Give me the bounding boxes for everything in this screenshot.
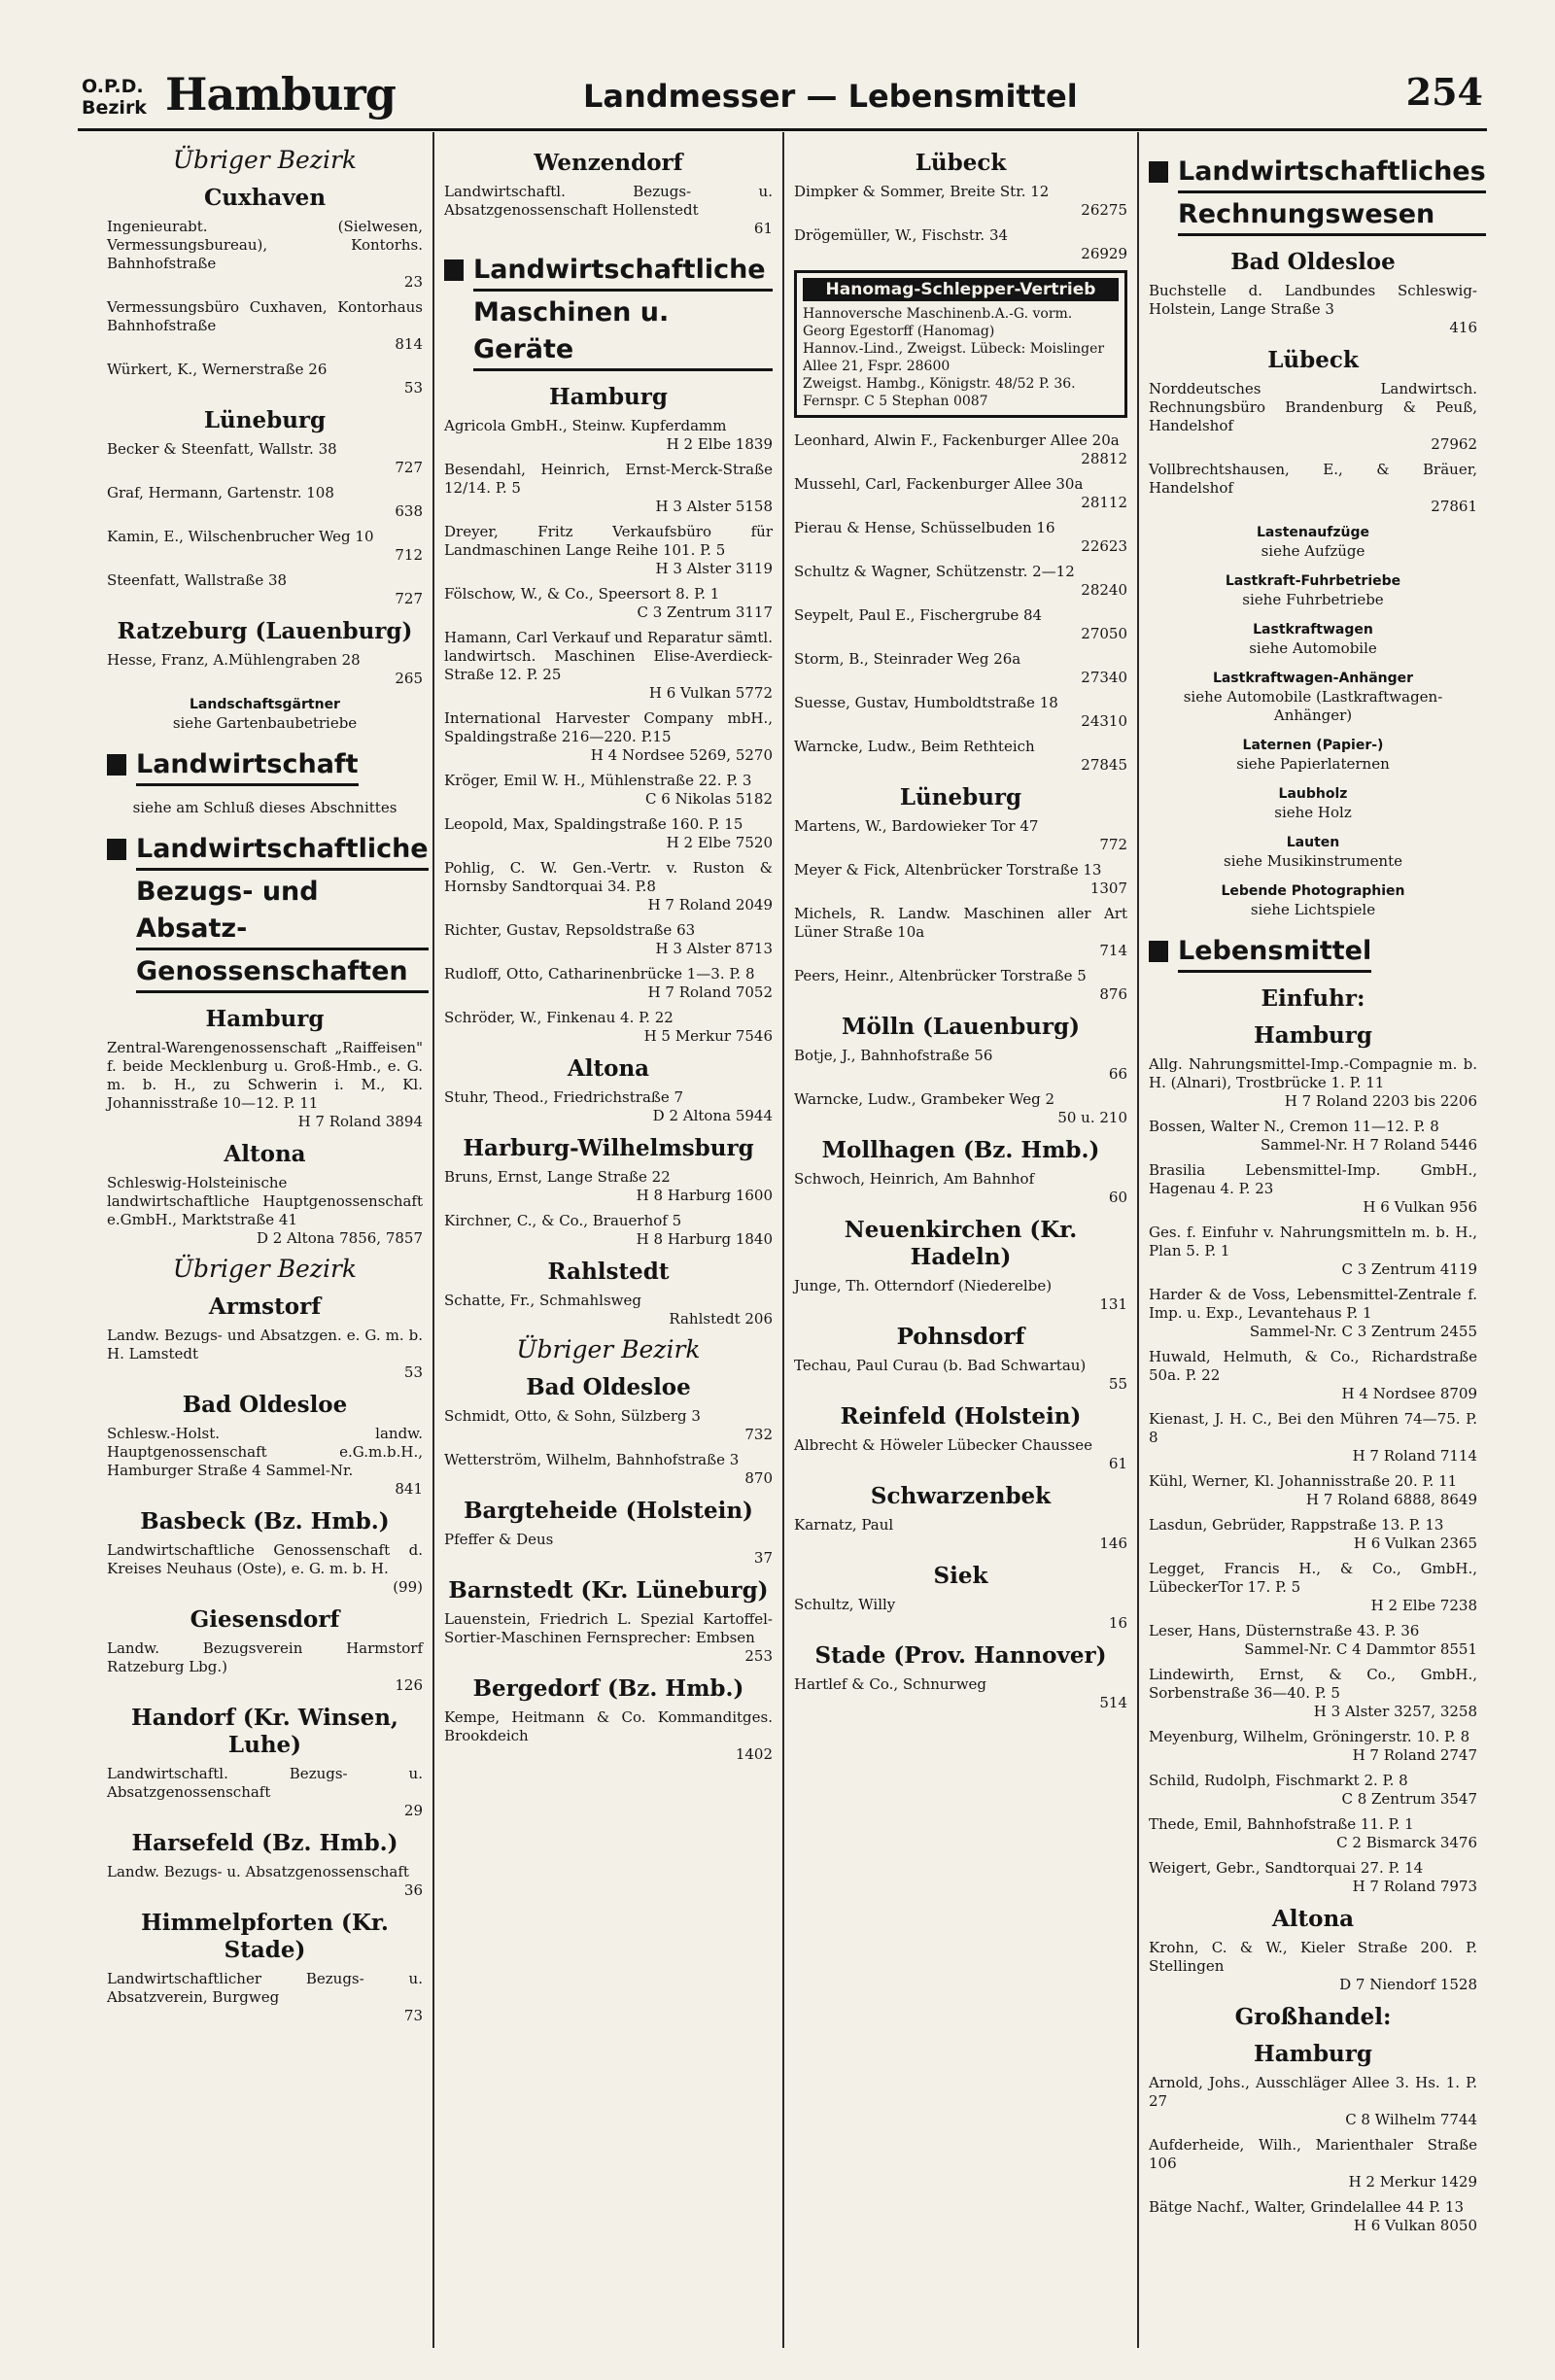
entry: Bossen, Walter N., Cremon 11—12. P. 8 Sammel-Nr. H 7 Roland 5446 — [1149, 1118, 1477, 1154]
section-heading: Landwirtschaft — [107, 746, 423, 789]
entry: Becker & Steenfatt, Wallstr. 38 727 — [107, 440, 423, 476]
entry: Pohlig, C. W. Gen.-Vertr. v. Ruston & Hornsby Sandtorquai 34. P.8 H 7 Roland 2049 — [444, 859, 773, 914]
place-heading: Lüneburg — [203, 407, 327, 433]
entry: Landw. Bezugs- und Absatzgen. e. G. m. b. H. Lamstedt 53 — [107, 1327, 423, 1381]
entry: Aufderheide, Wilh., Marienthaler Straße 106 H 2 Merkur 1429 — [1149, 2136, 1477, 2190]
place-heading: Hamburg — [549, 384, 668, 410]
cross-reference: Lebende Photographien siehe Lichtspiele — [1221, 883, 1405, 918]
column-4 — [1137, 132, 1487, 2348]
entry: Albrecht & Höweler Lübecker Chaussee 61 — [794, 1436, 1127, 1472]
place-heading: Altona — [1271, 1906, 1355, 1932]
entry: Kamin, E., Wilschenbrucher Weg 10 712 — [107, 528, 423, 564]
entry: Schleswig-Holsteinische landwirtschaftliche Hauptgenossenschaft e.GmbH., Marktstraße 41 D 2 Altona 7856, 7857 — [107, 1174, 423, 1247]
entry: Bruns, Ernst, Lange Straße 22 H 8 Harburg 1600 — [444, 1168, 773, 1204]
place-heading: Neuenkirchen (Kr. Hadeln) — [844, 1217, 1078, 1270]
entry: Legget, Francis H., & Co., GmbH., LübeckerTor 17. P. 5 H 2 Elbe 7238 — [1149, 1560, 1477, 1614]
advertisement-line: Zweigst. Hambg., Königstr. 48/52 P. 36. Fernspr. C 5 Stephan 0087 — [803, 376, 1076, 409]
entry: Zentral-Warengenossenschaft „Raiffeisen" f. beide Mecklenburg u. Groß-Hmb., e. G. m. b. H., zu Schwerin i. M., Kl. Johannisstraße 10—12. P. 11 H 7 Roland 3894 — [107, 1039, 423, 1130]
place-heading: Pohnsdorf — [896, 1324, 1025, 1350]
entry: Fölschow, W., & Co., Speersort 8. P. 1 C 3 Zentrum 3117 — [444, 585, 773, 621]
page-header — [78, 68, 1487, 131]
place-heading: Hamburg — [1254, 2041, 1372, 2067]
place-heading: Himmelpforten (Kr. Stade) — [141, 1910, 389, 1963]
place-heading: Giesensdorf — [190, 1606, 340, 1633]
place-heading: Lübeck — [1267, 347, 1359, 373]
entry: Pfeffer & Deus 37 — [444, 1531, 773, 1567]
entry: Martens, W., Bardowieker Tor 47 772 — [794, 817, 1127, 853]
entry: Michels, R. Landw. Maschinen aller Art Lüner Straße 10a 714 — [794, 905, 1127, 959]
cross-reference: siehe am Schluß dieses Abschnittes — [132, 799, 397, 816]
entry: Richter, Gustav, Repsoldstraße 63 H 3 Alster 8713 — [444, 921, 773, 957]
place-heading: Ratzeburg (Lauenburg) — [117, 618, 413, 644]
section-marker-icon — [444, 259, 464, 281]
place-heading: Schwarzenbek — [870, 1483, 1052, 1509]
entry: Buchstelle d. Landbundes Schleswig-Holstein, Lange Straße 3 416 — [1149, 282, 1477, 336]
subsection-heading: Einfuhr: — [1261, 985, 1365, 1012]
column-2 — [432, 132, 782, 2348]
entry: Würkert, K., Wernerstraße 26 53 — [107, 361, 423, 397]
place-heading: Handorf (Kr. Winsen, Luhe) — [131, 1705, 398, 1758]
entry: Leser, Hans, Düsternstraße 43. P. 36 Sammel-Nr. C 4 Dammtor 8551 — [1149, 1622, 1477, 1658]
entry: Meyenburg, Wilhelm, Gröningerstr. 10. P. 8 H 7 Roland 2747 — [1149, 1728, 1477, 1764]
place-heading: Siek — [933, 1563, 988, 1589]
column-3 — [782, 132, 1137, 2348]
entry: Landwirtschaftl. Bezugs- u. Absatzgenossenschaft Hollenstedt 61 — [444, 183, 773, 237]
cross-reference: Lastenaufzüge siehe Aufzüge — [1257, 525, 1369, 560]
place-heading: Wenzendorf — [534, 150, 683, 176]
entry: Karnatz, Paul 146 — [794, 1516, 1127, 1552]
entry: Schröder, W., Finkenau 4. P. 22 H 5 Merkur 7546 — [444, 1009, 773, 1045]
subheading: Übriger Bezirk — [172, 146, 358, 174]
place-heading: Stade (Prov. Hannover) — [814, 1642, 1107, 1669]
entry: Meyer & Fick, Altenbrücker Torstraße 13 1307 — [794, 861, 1127, 897]
entry: Norddeutsches Landwirtsch. Rechnungsbüro Brandenburg & Peuß, Handelshof 27962 — [1149, 380, 1477, 453]
column-1 — [97, 132, 432, 2348]
entry: Schild, Rudolph, Fischmarkt 2. P. 8 C 8 Zentrum 3547 — [1149, 1772, 1477, 1808]
entry: Warncke, Ludw., Beim Rethteich 27845 — [794, 738, 1127, 774]
entry: Leonhard, Alwin F., Fackenburger Allee 20a 28812 — [794, 431, 1127, 467]
entry: Kempe, Heitmann & Co. Kommanditges. Brookdeich 1402 — [444, 1708, 773, 1763]
place-heading: Barnstedt (Kr. Lüneburg) — [448, 1577, 769, 1604]
section-heading: Landwirtschaftliche Bezugs- und Absatz- Genossenschaften — [107, 831, 423, 996]
entry: Ges. f. Einfuhr v. Nahrungsmitteln m. b. H., Plan 5. P. 1 C 3 Zentrum 4119 — [1149, 1224, 1477, 1278]
section-marker-icon — [107, 754, 126, 776]
entry: Schlesw.-Holst. landw. Hauptgenossenschaft e.G.m.b.H., Hamburger Straße 4 Sammel-Nr. 841 — [107, 1425, 423, 1498]
entry: Drögemüller, W., Fischstr. 34 26929 — [794, 226, 1127, 262]
section-marker-icon — [1149, 941, 1168, 962]
entry: Hartlef & Co., Schnurweg 514 — [794, 1675, 1127, 1711]
subheading: Übriger Bezirk — [172, 1255, 358, 1283]
advertisement-box — [794, 270, 1127, 418]
entry: Peers, Heinr., Altenbrücker Torstraße 5 876 — [794, 967, 1127, 1003]
entry: Botje, J., Bahnhofstraße 56 66 — [794, 1047, 1127, 1083]
place-heading: Bad Oldesloe — [1230, 249, 1396, 275]
cross-reference: Lastkraftwagen siehe Automobile — [1249, 622, 1377, 657]
entry: Suesse, Gustav, Humboldtstraße 18 24310 — [794, 694, 1127, 730]
entry: Lasdun, Gebrüder, Rappstraße 13. P. 13 H 6 Vulkan 2365 — [1149, 1516, 1477, 1552]
cross-reference: Lastkraftwagen-Anhänger siehe Automobile (Lastkraftwagen-Anhänger) — [1183, 671, 1443, 724]
entry: Landwirtschaftl. Bezugs- u. Absatzgenossenschaft 29 — [107, 1765, 423, 1819]
entry: Graf, Hermann, Gartenstr. 108 638 — [107, 484, 423, 520]
entry: Landw. Bezugsverein Harmstorf Ratzeburg Lbg.) 126 — [107, 1639, 423, 1694]
entry: Landw. Bezugs- u. Absatzgenossenschaft 36 — [107, 1863, 423, 1899]
place-heading: Altona — [224, 1141, 306, 1167]
entry: Warncke, Ludw., Grambeker Weg 2 50 u. 210 — [794, 1090, 1127, 1126]
advertisement-title: Hanomag-Schlepper-Vertrieb — [803, 278, 1119, 301]
entry: Vollbrechtshausen, E., & Bräuer, Handelshof 27861 — [1149, 461, 1477, 515]
entry: Storm, B., Steinrader Weg 26a 27340 — [794, 650, 1127, 686]
entry: Kirchner, C., & Co., Brauerhof 5 H 8 Harburg 1840 — [444, 1212, 773, 1248]
entry: Weigert, Gebr., Sandtorquai 27. P. 14 H 7 Roland 7973 — [1149, 1859, 1477, 1895]
place-heading: Lüneburg — [899, 784, 1022, 811]
entry: Schmidt, Otto, & Sohn, Sülzberg 3 732 — [444, 1407, 773, 1443]
entry: Lauenstein, Friedrich L. Spezial Kartoffel-Sortier-Maschinen Fernsprecher: Embsen 253 — [444, 1610, 773, 1665]
place-heading: Bad Oldesloe — [526, 1374, 691, 1400]
cross-reference: Lauten siehe Musikinstrumente — [1224, 835, 1402, 870]
entry: Mussehl, Carl, Fackenburger Allee 30a 28112 — [794, 475, 1127, 511]
subsection-heading: Großhandel: — [1234, 2004, 1392, 2030]
place-heading: Harburg-Wilhelmsburg — [463, 1135, 754, 1161]
section-marker-icon — [1149, 161, 1168, 183]
entry: Kröger, Emil W. H., Mühlenstraße 22. P. 3 C 6 Nikolas 5182 — [444, 772, 773, 808]
cross-reference: Laubholz siehe Holz — [1274, 786, 1352, 821]
entry: Lindewirth, Ernst, & Co., GmbH., Sorbenstraße 36—40. P. 5 H 3 Alster 3257, 3258 — [1149, 1666, 1477, 1720]
entry: Thede, Emil, Bahnhofstraße 11. P. 1 C 2 Bismarck 3476 — [1149, 1815, 1477, 1851]
district-label: O.P.D. Bezirk — [82, 76, 147, 119]
entry: Bätge Nachf., Walter, Grindelallee 44 P. 13 H 6 Vulkan 8050 — [1149, 2198, 1477, 2234]
entry: Steenfatt, Wallstraße 38 727 — [107, 571, 423, 607]
entry: International Harvester Company mbH., Spaldingstraße 216—220. P.15 H 4 Nordsee 5269, 5270 — [444, 709, 773, 764]
cross-reference: Landschaftsgärtner siehe Gartenbaubetriebe — [172, 697, 358, 732]
place-heading: Mollhagen (Bz. Hmb.) — [821, 1137, 1100, 1163]
section-heading: Landwirtschaftliche Maschinen u. Geräte — [444, 252, 773, 374]
entry: Wetterström, Wilhelm, Bahnhofstraße 3 870 — [444, 1451, 773, 1487]
place-heading: Lübeck — [915, 150, 1007, 176]
section-heading: Landwirtschaftliches Rechnungswesen — [1149, 154, 1477, 239]
entry: Harder & de Voss, Lebensmittel-Zentrale f. Imp. u. Exp., Levantehaus P. 1 Sammel-Nr. C 3 Zentrum 2455 — [1149, 1286, 1477, 1340]
place-heading: Harsefeld (Bz. Hmb.) — [131, 1830, 398, 1856]
entry: Krohn, C. & W., Kieler Straße 200. P. Stellingen D 7 Niendorf 1528 — [1149, 1939, 1477, 1993]
place-heading: Cuxhaven — [203, 185, 327, 211]
city-title: Hamburg — [165, 68, 396, 121]
cross-reference: Lastkraft-Fuhrbetriebe siehe Fuhrbetriebe — [1225, 573, 1401, 608]
entry: Besendahl, Heinrich, Ernst-Merck-Straße 12/14. P. 5 H 3 Alster 5158 — [444, 461, 773, 515]
entry: Arnold, Johs., Ausschläger Allee 3. Hs. 1. P. 27 C 8 Wilhelm 7744 — [1149, 2074, 1477, 2128]
place-heading: Armstorf — [208, 1293, 322, 1320]
section-marker-icon — [107, 839, 126, 860]
entry: Kienast, J. H. C., Bei den Mühren 74—75. P. 8 H 7 Roland 7114 — [1149, 1410, 1477, 1465]
entry: Stuhr, Theod., Friedrichstraße 7 D 2 Altona 5944 — [444, 1088, 773, 1124]
section-heading: Lebensmittel — [1149, 933, 1477, 976]
page-number: 254 — [1405, 70, 1483, 114]
place-heading: Hamburg — [205, 1006, 325, 1032]
entry: Junge, Th. Otterndorf (Niederelbe) 131 — [794, 1277, 1127, 1313]
entry: Schwoch, Heinrich, Am Bahnhof 60 — [794, 1170, 1127, 1206]
entry: Agricola GmbH., Steinw. Kupferdamm H 2 Elbe 1839 — [444, 417, 773, 453]
entry: Ingenieurabt. (Sielwesen, Vermessungsbureau), Kontorhs. Bahnhofstraße 23 — [107, 218, 423, 291]
section-range-title: Landmesser — Lebensmittel — [583, 78, 1078, 115]
entry: Huwald, Helmuth, & Co., Richardstraße 50a. P. 22 H 4 Nordsee 8709 — [1149, 1348, 1477, 1402]
entry: Pierau & Hense, Schüsselbuden 16 22623 — [794, 519, 1127, 555]
subheading: Übriger Bezirk — [516, 1335, 701, 1363]
entry: Allg. Nahrungsmittel-Imp.-Compagnie m. b. H. (Alnari), Trostbrücke 1. P. 11 H 7 Roland 2203 bis 2206 — [1149, 1055, 1477, 1110]
entry: Vermessungsbüro Cuxhaven, Kontorhaus Bahnhofstraße 814 — [107, 298, 423, 353]
entry: Kühl, Werner, Kl. Johannisstraße 20. P. 11 H 7 Roland 6888, 8649 — [1149, 1472, 1477, 1508]
place-heading: Bargteheide (Holstein) — [464, 1498, 753, 1524]
place-heading: Reinfeld (Holstein) — [840, 1403, 1082, 1430]
entry: Schultz, Willy 16 — [794, 1596, 1127, 1632]
place-heading: Rahlstedt — [547, 1259, 670, 1285]
entry: Techau, Paul Curau (b. Bad Schwartau) 55 — [794, 1357, 1127, 1393]
columns — [97, 132, 1487, 2348]
place-heading: Basbeck (Bz. Hmb.) — [140, 1508, 390, 1535]
entry: Landwirtschaftliche Genossenschaft d. Kreises Neuhaus (Oste), e. G. m. b. H. (99) — [107, 1541, 423, 1596]
entry: Schultz & Wagner, Schützenstr. 2—12 28240 — [794, 563, 1127, 599]
cross-reference: Laternen (Papier-) siehe Papierlaternen — [1236, 738, 1390, 773]
entry: Dreyer, Fritz Verkaufsbüro für Landmaschinen Lange Reihe 101. P. 5 H 3 Alster 3119 — [444, 523, 773, 577]
entry: Hesse, Franz, A.Mühlengraben 28 265 — [107, 651, 423, 687]
place-heading: Altona — [567, 1055, 650, 1082]
entry: Brasilia Lebensmittel-Imp. GmbH., Hagenau 4. P. 23 H 6 Vulkan 956 — [1149, 1161, 1477, 1216]
advertisement-line: Hannoversche Maschinenb.A.-G. vorm. Georg Egestorff (Hanomag) — [803, 306, 1073, 339]
place-heading: Mölln (Lauenburg) — [842, 1014, 1080, 1040]
entry: Landwirtschaftlicher Bezugs- u. Absatzverein, Burgweg 73 — [107, 1970, 423, 2024]
entry: Hamann, Carl Verkauf und Reparatur sämtl. landwirtsch. Maschinen Elise-Averdieck-Straße 12. P. 25 H 6 Vulkan 5772 — [444, 629, 773, 702]
place-heading: Bad Oldesloe — [182, 1392, 348, 1418]
place-heading: Hamburg — [1254, 1022, 1372, 1049]
entry: Rudloff, Otto, Catharinenbrücke 1—3. P. 8 H 7 Roland 7052 — [444, 965, 773, 1001]
entry: Seypelt, Paul E., Fischergrube 84 27050 — [794, 606, 1127, 642]
entry: Leopold, Max, Spaldingstraße 160. P. 15 H 2 Elbe 7520 — [444, 815, 773, 851]
advertisement-line: Hannov.-Lind., Zweigst. Lübeck: Moislinger Allee 21, Fspr. 28600 — [803, 341, 1105, 374]
place-heading: Bergedorf (Bz. Hmb.) — [472, 1675, 744, 1702]
entry: Schatte, Fr., Schmahlsweg Rahlstedt 206 — [444, 1292, 773, 1328]
entry: Dimpker & Sommer, Breite Str. 12 26275 — [794, 183, 1127, 219]
